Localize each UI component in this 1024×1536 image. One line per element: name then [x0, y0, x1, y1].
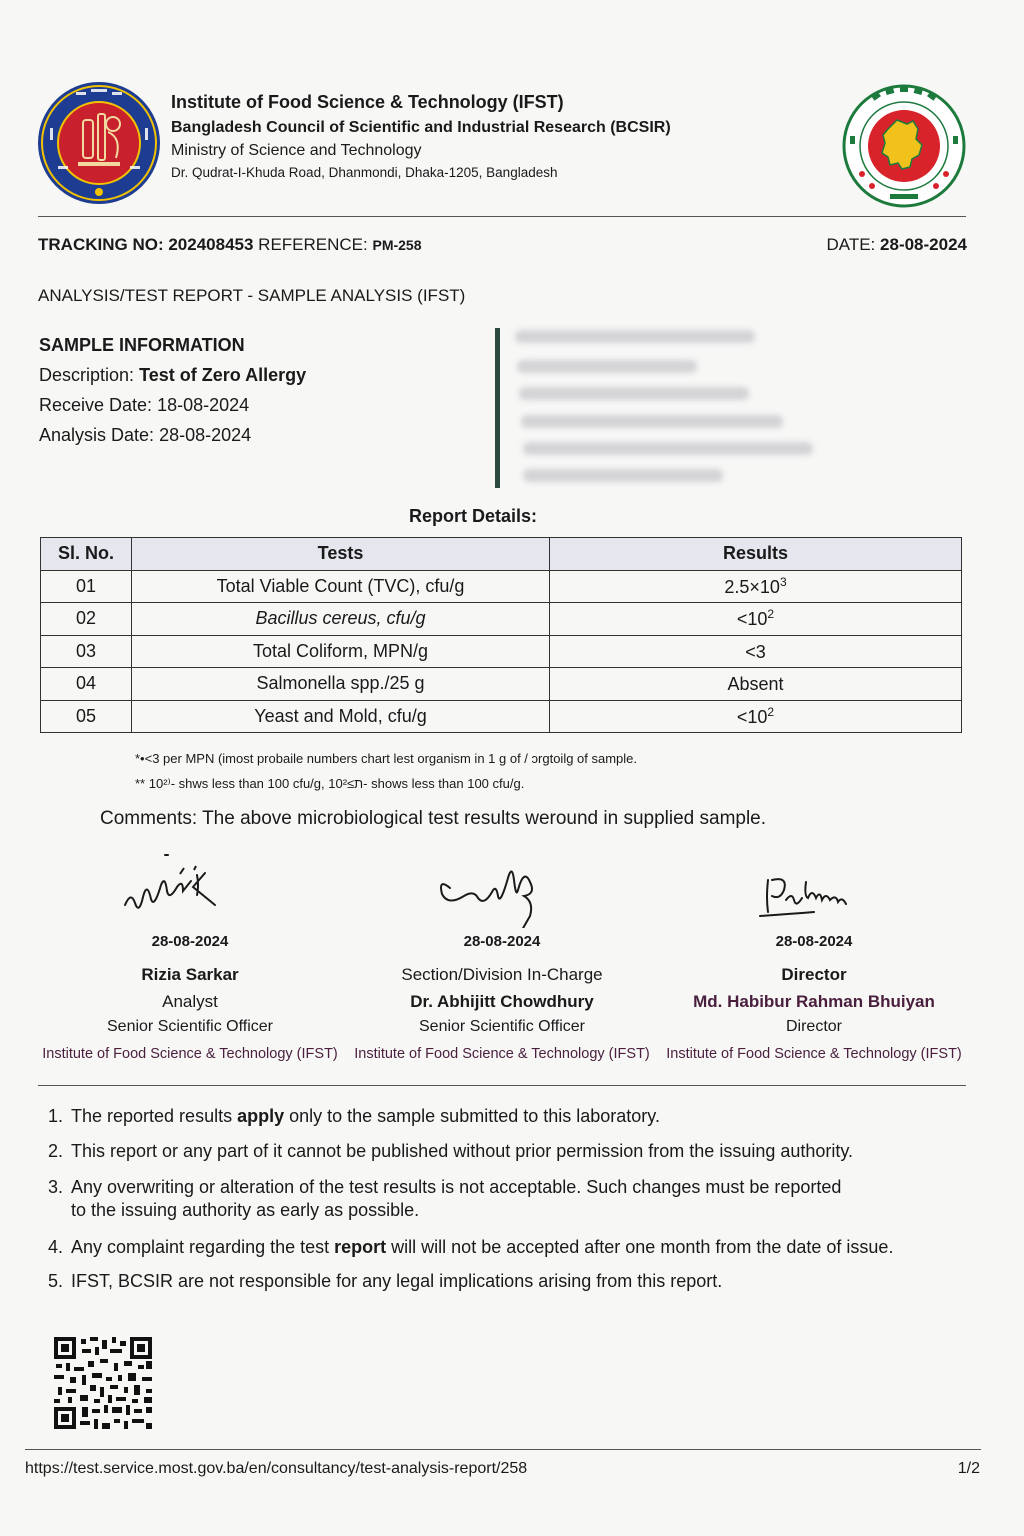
signature-icon: [664, 850, 964, 928]
tracking-label: TRACKING NO:: [38, 235, 164, 254]
term-text: Any overwriting or alteration of the test results is not acceptable. Such changes must be reported: [71, 1177, 842, 1197]
date-label: DATE:: [826, 235, 876, 254]
signer-institute: Institute of Food Science & Technology (IFST): [666, 1046, 962, 1062]
term-item: [48, 1141, 853, 1162]
signer-designation: Director: [785, 1018, 842, 1035]
term-emphasis: report: [334, 1237, 387, 1257]
table-row: [41, 635, 962, 668]
ministry-name: Ministry of Science and Technology: [171, 142, 422, 159]
analysis-value: 28-08-2024: [159, 425, 252, 445]
test-cell: Total Viable Count (TVC), cfu/g: [132, 570, 550, 603]
test-cell: Total Coliform, MPN/g: [132, 635, 550, 668]
term-text: will will not be accepted after one month from the date of issue.: [386, 1237, 894, 1257]
sample-analysis-date: [39, 420, 306, 450]
signature-icon: [352, 850, 652, 928]
sample-description: [39, 360, 306, 390]
redacted-block: [515, 325, 815, 485]
signer-date: 28-08-2024: [775, 933, 853, 950]
term-item: [48, 1237, 893, 1258]
serial-cell: 04: [41, 668, 132, 701]
signature-icon: [40, 850, 340, 928]
result-exponent: 2: [767, 607, 775, 622]
signer-role: Section/Division In-Charge: [401, 965, 603, 984]
footnote: *•<3 per MPN (imost probaile numbers chart lest organism in 1 g of / ɔrgtoilg of sample.: [135, 751, 638, 766]
result-cell: [550, 700, 962, 733]
description-label: Description:: [39, 365, 135, 385]
signer-date: 28-08-2024: [463, 933, 541, 950]
redacted-line: [521, 415, 783, 428]
signer-analyst: [40, 850, 340, 1067]
result-cell: [550, 570, 962, 603]
bcsir-logo-icon: [36, 80, 162, 206]
tracking-line: [38, 235, 422, 255]
footnote: ** 10²⁾- shws less than 100 cfu/g, ת≥10²- shows less than 100 cfu/g.: [135, 776, 525, 791]
receive-label: Receive Date:: [39, 395, 153, 415]
signer-role: Director: [781, 965, 847, 984]
analysis-label: Analysis Date:: [39, 425, 155, 445]
government-seal-icon: [842, 84, 966, 208]
serial-cell: 01: [41, 570, 132, 603]
redacted-line: [523, 442, 813, 455]
qr-code-icon[interactable]: [54, 1337, 152, 1429]
tracking-number: 202408453: [168, 235, 254, 254]
org-name: Institute of Food Science & Technology (IFST): [171, 92, 564, 112]
result-base: Absent: [727, 674, 784, 695]
signer-name: Rizia Sarkar: [141, 965, 239, 984]
term-number: 3.: [48, 1177, 64, 1197]
result-base: <10: [736, 609, 768, 630]
organization-block: [171, 92, 671, 180]
table-row: [41, 700, 962, 733]
term-text: This report or any part of it cannot be published without prior permission from the issuing authority.: [71, 1141, 854, 1161]
term-continuation: to the issuing authority as early as possible.: [71, 1200, 420, 1220]
test-cell: Bacillus cereus, cfu/g: [132, 603, 550, 636]
term-number: 1.: [48, 1106, 64, 1126]
footer-divider: [25, 1449, 981, 1450]
report-title: ANALYSIS/TEST REPORT - SAMPLE ANALYSIS (IFST): [38, 286, 466, 305]
report-date: [826, 235, 967, 255]
term-number: 5.: [48, 1271, 64, 1291]
reference-number: PM-258: [372, 237, 422, 253]
footnotes: [135, 746, 637, 796]
column-header: Results: [550, 538, 962, 571]
result-cell: [550, 668, 962, 701]
signer-institute: Institute of Food Science & Technology (IFST): [354, 1046, 650, 1062]
table-row: [41, 603, 962, 636]
accent-divider: [495, 328, 500, 488]
term-text: The reported results: [71, 1106, 238, 1126]
term-text: Any complaint regarding the test: [71, 1237, 335, 1257]
table-row: [41, 570, 962, 603]
signer-designation: Senior Scientific Officer: [419, 1018, 585, 1035]
reference-label: REFERENCE:: [258, 235, 368, 254]
signer-director: [664, 850, 964, 1067]
term-text: IFST, BCSIR are not responsible for any legal implications arising from this report.: [71, 1271, 723, 1291]
page-number: 1/2: [957, 1460, 980, 1477]
signer-name: Md. Habibur Rahman Bhuiyan: [693, 992, 935, 1011]
serial-cell: 05: [41, 700, 132, 733]
org-address: Dr. Qudrat-I-Khuda Road, Dhanmondi, Dhaka-1205, Bangladesh: [171, 165, 558, 180]
results-table: [40, 537, 962, 733]
term-item: [48, 1271, 722, 1292]
table-header-row: [41, 538, 962, 571]
redacted-line: [517, 360, 697, 373]
result-exponent: 3: [779, 574, 787, 589]
date-value: 28-08-2024: [880, 235, 967, 254]
result-cell: [550, 635, 962, 668]
serial-cell: 03: [41, 635, 132, 668]
term-item: [48, 1177, 841, 1221]
signer-designation: Senior Scientific Officer: [107, 1018, 273, 1035]
column-header: Sl. No.: [41, 538, 132, 571]
sample-heading: SAMPLE INFORMATION: [39, 335, 245, 355]
comments: Comments: The above microbiological test results weround in supplied sample.: [100, 808, 767, 829]
column-header: Tests: [132, 538, 550, 571]
terms-divider: [38, 1085, 966, 1086]
sample-information: [39, 330, 306, 450]
redacted-line: [519, 387, 749, 400]
signer-section-in-charge: [352, 850, 652, 1067]
result-base: 2.5×10: [724, 576, 780, 597]
test-cell: Salmonella spp./25 g: [132, 668, 550, 701]
result-cell: [550, 603, 962, 636]
term-emphasis: apply: [237, 1106, 285, 1126]
council-name: Bangladesh Council of Scientific and Industrial Research (BCSIR): [171, 119, 671, 136]
signer-role: Analyst: [162, 992, 218, 1011]
report-details-title: Report Details:: [408, 506, 538, 526]
letterhead: [36, 78, 976, 208]
redacted-line: [523, 469, 723, 482]
redacted-line: [515, 330, 755, 343]
report-url[interactable]: https://test.service.most.gov.ba/en/consultancy/test-analysis-report/258: [25, 1460, 528, 1477]
result-exponent: 2: [767, 704, 775, 719]
table-row: [41, 668, 962, 701]
result-base: <10: [736, 706, 768, 727]
test-cell: Yeast and Mold, cfu/g: [132, 700, 550, 733]
signer-name: Dr. Abhijitt Chowdhury: [410, 992, 594, 1011]
signer-date: 28-08-2024: [151, 933, 229, 950]
term-text: only to the sample submitted to this laboratory.: [284, 1106, 660, 1126]
result-base: <3: [745, 641, 766, 662]
term-number: 2.: [48, 1141, 64, 1161]
description-value: Test of Zero Allergy: [139, 365, 307, 385]
serial-cell: 02: [41, 603, 132, 636]
receive-value: 18-08-2024: [157, 395, 250, 415]
signer-institute: Institute of Food Science & Technology (IFST): [42, 1046, 338, 1062]
term-number: 4.: [48, 1237, 64, 1257]
sample-receive-date: [39, 390, 306, 420]
header-divider: [38, 216, 966, 217]
term-item: [48, 1106, 660, 1127]
